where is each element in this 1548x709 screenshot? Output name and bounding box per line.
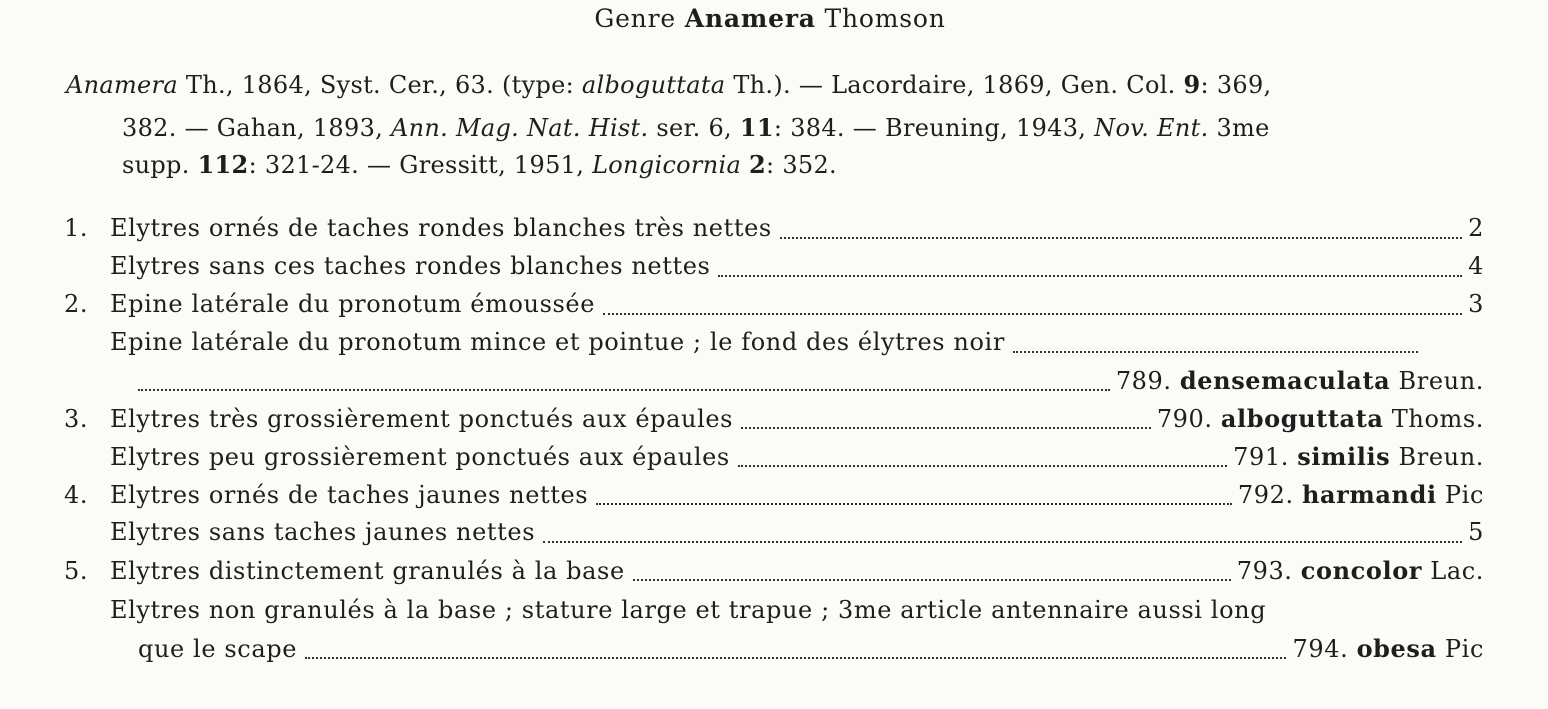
- syn-text: : 384. — Breuning, 1943,: [773, 114, 1095, 142]
- key-result: [1116, 366, 1484, 395]
- syn-text: [741, 151, 749, 179]
- key-result: [1238, 480, 1484, 509]
- key-result: 3: [1468, 290, 1484, 318]
- dot-leader: [741, 427, 1151, 429]
- species-number: 794.: [1292, 635, 1349, 663]
- key-couplet-1a: [64, 214, 1484, 246]
- dot-leader: [738, 465, 1227, 467]
- key-couplet-4b: [110, 518, 1484, 550]
- species-name: densemaculata: [1179, 366, 1391, 395]
- species-name: harmandi: [1301, 480, 1437, 509]
- key-result: 5: [1468, 518, 1484, 546]
- key-number: 1.: [64, 214, 89, 242]
- key-couplet-5a: [64, 556, 1484, 588]
- syn-text: 3me: [1208, 114, 1270, 142]
- dot-leader: [633, 579, 1231, 581]
- synonymy-line-1: [66, 70, 1484, 99]
- key-couplet-4a: [64, 480, 1484, 512]
- syn-volume: 112: [197, 150, 249, 179]
- key-number: 2.: [64, 290, 89, 318]
- species-name: alboguttata: [1220, 404, 1384, 433]
- syn-text: Th., 1864, Syst. Cer., 63. (type:: [177, 71, 582, 99]
- species-number: 792.: [1237, 481, 1294, 509]
- key-result: [1237, 556, 1484, 585]
- syn-journal: Nov. Ent.: [1094, 114, 1209, 142]
- syn-text: : 369,: [1200, 71, 1272, 99]
- species-number: 790.: [1156, 405, 1213, 433]
- species-author: Lac.: [1430, 557, 1484, 585]
- key-text: Epine latérale du pronotum émoussée: [110, 290, 596, 318]
- species-number: 793.: [1236, 557, 1293, 585]
- dot-leader: [603, 313, 1462, 315]
- syn-text: : 352.: [766, 151, 837, 179]
- species-author: Thoms.: [1391, 405, 1484, 433]
- key-result: [1157, 404, 1484, 433]
- syn-text: Th.). — Lacordaire, 1869, Gen. Col.: [725, 71, 1184, 99]
- dot-leader: [718, 275, 1462, 277]
- syn-type-species: alboguttata: [581, 71, 726, 99]
- species-name: obesa: [1356, 634, 1437, 663]
- species-name: concolor: [1300, 556, 1423, 585]
- dot-leader: [596, 503, 1232, 505]
- dot-leader: [780, 237, 1462, 239]
- key-number: 4.: [64, 481, 89, 509]
- key-result: [1292, 634, 1484, 663]
- key-text: Elytres ornés de taches jaunes nettes: [110, 481, 589, 509]
- key-text: Epine latérale du pronotum mince et pointue ; le fond des élytres noir: [110, 328, 1005, 356]
- key-text: Elytres non granulés à la base ; stature large et trapue ; 3me article antennaire aussi long: [110, 596, 1267, 624]
- species-author: Pic: [1444, 635, 1484, 663]
- syn-journal: Ann. Mag. Nat. Hist.: [391, 114, 649, 142]
- syn-volume: 2: [749, 150, 766, 179]
- key-text: que le scape: [138, 635, 297, 663]
- dot-leader: [1013, 351, 1418, 353]
- key-number: 5.: [64, 557, 89, 585]
- syn-journal: Longicornia: [592, 151, 742, 179]
- key-couplet-2a: [64, 290, 1484, 322]
- genus-heading: [0, 4, 1540, 33]
- dot-leader: [543, 541, 1462, 543]
- syn-volume: 11: [739, 113, 774, 142]
- syn-genus: Anamera: [66, 71, 178, 99]
- species-author: Breun.: [1398, 443, 1484, 471]
- species-number: 791.: [1233, 443, 1289, 471]
- dot-leader: [138, 389, 1110, 391]
- key-text: Elytres sans taches jaunes nettes: [110, 518, 536, 546]
- key-couplet-5b-cont: [138, 634, 1484, 666]
- key-couplet-1b: [110, 252, 1484, 284]
- genus-name: Anamera: [684, 4, 816, 33]
- species-author: Pic: [1444, 481, 1484, 509]
- species-name: similis: [1297, 442, 1391, 471]
- key-result: 4: [1468, 252, 1484, 280]
- syn-text: supp.: [122, 151, 198, 179]
- key-couplet-3b: [110, 442, 1484, 474]
- genus-author: Thomson: [824, 4, 946, 33]
- syn-text: : 321-24. — Gressitt, 1951,: [248, 151, 593, 179]
- syn-text: ser. 6,: [648, 114, 740, 142]
- key-text: Elytres ornés de taches rondes blanches très nettes: [110, 214, 772, 242]
- dot-leader: [305, 657, 1286, 659]
- syn-volume: 9: [1183, 70, 1201, 99]
- key-result: 2: [1468, 214, 1484, 242]
- syn-text: 382. — Gahan, 1893,: [122, 114, 391, 142]
- key-text: Elytres sans ces taches rondes blanches nettes: [110, 252, 711, 280]
- species-author: Breun.: [1398, 367, 1484, 395]
- key-text: Elytres peu grossièrement ponctués aux épaules: [110, 443, 730, 471]
- key-couplet-2b: [110, 328, 1424, 360]
- synonymy-line-3: [122, 150, 1484, 179]
- species-number: 789.: [1115, 367, 1172, 395]
- key-couplet-3a: [64, 404, 1484, 436]
- key-couplet-2b-result: [138, 366, 1484, 398]
- key-number: 3.: [64, 405, 89, 433]
- synonymy-line-2: [122, 113, 1484, 142]
- key-text: Elytres distinctement granulés à la base: [110, 557, 625, 585]
- key-result: [1233, 442, 1484, 471]
- key-text: Elytres très grossièrement ponctués aux épaules: [110, 405, 734, 433]
- key-couplet-5b: [110, 596, 1484, 628]
- genus-heading-prefix: Genre: [594, 4, 676, 33]
